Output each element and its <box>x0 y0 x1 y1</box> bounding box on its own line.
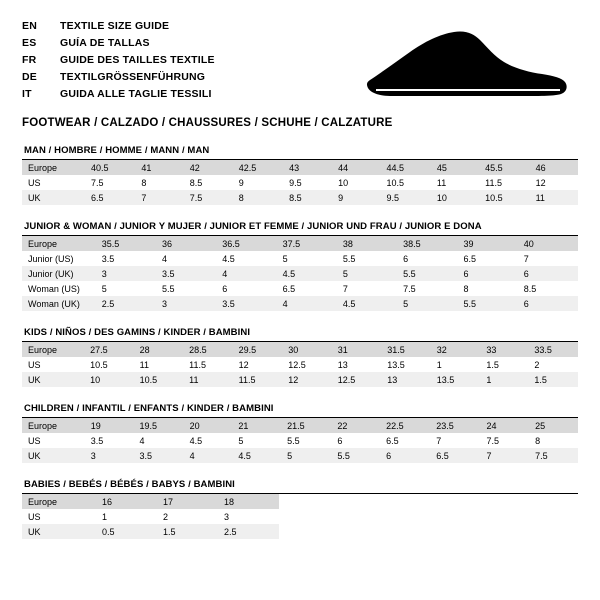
language-row <box>22 86 215 103</box>
table-row <box>22 418 578 433</box>
size-cell: 7.5 <box>91 177 104 188</box>
language-label: GUIDA ALLE TAGLIE TESSILI <box>60 88 212 100</box>
size-cell: 7 <box>486 450 492 461</box>
size-cell: 5.5 <box>162 283 175 294</box>
language-label: GUÍA DE TALLAS <box>60 37 150 49</box>
size-cell: 20 <box>189 420 200 431</box>
size-cell: 42 <box>189 162 200 173</box>
size-cell: 4.5 <box>342 298 356 309</box>
language-row <box>22 69 215 86</box>
size-cell: 6 <box>337 435 343 446</box>
size-tables <box>22 145 578 539</box>
footwear-heading: FOOTWEAR / CALZADO / CHAUSSURES / SCHUHE / CALZATURE <box>22 117 393 129</box>
section-title: MAN / HOMBRE / HOMME / MANN / MAN <box>22 145 578 160</box>
language-row <box>22 35 215 52</box>
size-cell: 6.5 <box>282 283 296 294</box>
size-cell: 1.5 <box>534 374 547 385</box>
size-cell: 7.5 <box>535 450 548 461</box>
size-cell: 13.5 <box>387 359 405 370</box>
size-cell: 3 <box>162 298 168 309</box>
size-cell: 22.5 <box>386 420 404 431</box>
language-row <box>22 18 215 35</box>
size-cell: 1.5 <box>486 359 499 370</box>
size-cell: 6 <box>403 253 409 264</box>
row-label: US <box>28 177 41 188</box>
section-title: BABIES / BEBÉS / BÉBÉS / BABYS / BAMBINI <box>22 479 578 494</box>
size-cell: 5 <box>238 435 244 446</box>
size-cell: 5.5 <box>403 268 416 279</box>
size-cell: 8 <box>238 192 244 203</box>
size-cell: 13 <box>387 374 398 385</box>
row-label: US <box>28 511 41 522</box>
section-title: CHILDREN / INFANTIL / ENFANTS / KINDER / BAMBINI <box>22 403 578 418</box>
row-label: Junior (US) <box>28 253 74 264</box>
size-cell: 29.5 <box>238 344 257 355</box>
size-cell: 8.5 <box>189 177 203 188</box>
size-cell: 30 <box>288 344 299 355</box>
size-cell: 9 <box>338 192 344 203</box>
size-cell: 8 <box>535 435 541 446</box>
table-row <box>22 281 578 296</box>
size-cell: 33.5 <box>534 344 552 355</box>
size-cell: 7 <box>523 253 529 264</box>
size-cell: 40.5 <box>91 162 109 173</box>
size-cell: 11.5 <box>238 374 256 385</box>
size-cell: 3.5 <box>162 268 175 279</box>
language-label: TEXTILGRÖSSENFÜHRUNG <box>60 71 206 83</box>
section-title: JUNIOR & WOMAN / JUNIOR Y MUJER / JUNIOR ET FEMME / JUNIOR UND FRAU / JUNIOR E DONA <box>22 221 578 236</box>
size-cell: 8 <box>463 283 469 294</box>
size-cell: 38.5 <box>403 238 421 249</box>
size-cell: 10 <box>90 374 101 385</box>
size-cell: 4.5 <box>282 268 296 279</box>
size-cell: 4.5 <box>189 435 203 446</box>
table-row <box>22 296 578 311</box>
language-code: ES <box>22 37 37 49</box>
size-cell: 11 <box>189 374 199 385</box>
size-cell: 3.5 <box>101 253 115 264</box>
size-cell: 21 <box>238 420 249 431</box>
size-cell: 21.5 <box>287 420 305 431</box>
size-cell: 6.5 <box>463 253 476 264</box>
size-table <box>22 342 578 387</box>
language-list <box>22 18 215 103</box>
size-cell: 7 <box>436 435 442 446</box>
size-cell: 10 <box>338 177 349 188</box>
table-row <box>22 342 578 357</box>
size-cell: 4 <box>162 253 168 264</box>
size-cell: 37.5 <box>282 238 301 249</box>
row-label: US <box>28 435 41 446</box>
size-cell: 5 <box>342 268 348 279</box>
row-label: Europe <box>28 344 58 355</box>
size-cell: 45 <box>436 162 447 173</box>
size-cell: 6.5 <box>386 435 399 446</box>
row-label: UK <box>28 374 41 385</box>
size-cell: 6 <box>463 268 469 279</box>
row-label: UK <box>28 526 41 537</box>
size-cell: 6.5 <box>91 192 104 203</box>
row-label: US <box>28 359 41 370</box>
size-cell: 9.5 <box>386 192 399 203</box>
row-label: Europe <box>28 420 58 431</box>
size-cell: 12.5 <box>337 374 356 385</box>
language-label: TEXTILE SIZE GUIDE <box>60 20 170 32</box>
size-cell: 32 <box>436 344 447 355</box>
size-cell: 13 <box>337 359 348 370</box>
size-cell: 4 <box>282 298 288 309</box>
size-section <box>22 479 578 539</box>
size-cell: 2.5 <box>101 298 115 309</box>
size-cell: 3.5 <box>222 298 235 309</box>
size-cell: 7.5 <box>486 435 499 446</box>
size-cell: 43 <box>289 162 300 173</box>
size-cell: 9 <box>238 177 244 188</box>
table-row <box>22 433 578 448</box>
size-cell: 4 <box>222 268 228 279</box>
table-row <box>22 494 279 509</box>
size-cell: 39 <box>463 238 474 249</box>
table-row <box>22 266 578 281</box>
section-title: KIDS / NIÑOS / DES GAMINS / KINDER / BAMBINI <box>22 327 578 342</box>
size-cell: 46 <box>535 162 546 173</box>
size-cell: 12 <box>238 359 249 370</box>
table-row <box>22 524 279 539</box>
size-cell: 4.5 <box>238 450 251 461</box>
size-cell: 1 <box>486 374 492 385</box>
size-cell: 5 <box>287 450 293 461</box>
size-table <box>22 160 578 205</box>
size-cell: 2.5 <box>224 526 237 537</box>
table-row <box>22 160 578 175</box>
size-cell: 6 <box>523 298 529 309</box>
size-cell: 31 <box>337 344 348 355</box>
size-cell: 11 <box>535 192 545 203</box>
language-row <box>22 52 215 69</box>
size-cell: 0.5 <box>102 526 115 537</box>
size-cell: 5.5 <box>287 435 300 446</box>
size-cell: 18 <box>224 496 235 507</box>
size-cell: 1 <box>102 511 108 522</box>
row-label: Europe <box>28 238 58 249</box>
size-cell: 5.5 <box>337 450 350 461</box>
size-cell: 7 <box>342 283 348 294</box>
language-code: IT <box>22 88 32 100</box>
row-label: Woman (US) <box>28 283 80 294</box>
size-cell: 12.5 <box>288 359 306 370</box>
table-row <box>22 448 578 463</box>
table-row <box>22 372 578 387</box>
size-cell: 10.5 <box>139 374 158 385</box>
size-cell: 31.5 <box>387 344 405 355</box>
size-cell: 1 <box>436 359 442 370</box>
row-label: UK <box>28 192 41 203</box>
size-cell: 9.5 <box>289 177 302 188</box>
size-cell: 33 <box>486 344 497 355</box>
size-cell: 3 <box>224 511 230 522</box>
size-cell: 40 <box>523 238 534 249</box>
size-cell: 7.5 <box>403 283 416 294</box>
table-row <box>22 357 578 372</box>
row-label: Europe <box>28 496 58 507</box>
size-cell: 41 <box>141 162 152 173</box>
page-header <box>22 18 578 103</box>
language-label: GUIDE DES TAILLES TEXTILE <box>60 54 215 66</box>
size-cell: 11.5 <box>485 177 503 188</box>
table-row <box>22 509 279 524</box>
size-cell: 27.5 <box>90 344 108 355</box>
size-cell: 28 <box>139 344 150 355</box>
size-cell: 5 <box>282 253 288 264</box>
size-cell: 1.5 <box>163 526 176 537</box>
size-cell: 3.5 <box>139 450 152 461</box>
size-cell: 3 <box>90 450 96 461</box>
row-label: UK <box>28 450 41 461</box>
size-cell: 5 <box>101 283 107 294</box>
size-cell: 13.5 <box>436 374 455 385</box>
row-label: Woman (UK) <box>28 298 80 309</box>
size-cell: 6 <box>222 283 228 294</box>
size-section <box>22 327 578 387</box>
size-cell: 3 <box>101 268 107 279</box>
size-cell: 7.5 <box>189 192 203 203</box>
size-cell: 4 <box>189 450 195 461</box>
size-cell: 5.5 <box>463 298 476 309</box>
size-cell: 6.5 <box>436 450 449 461</box>
size-cell: 23.5 <box>436 420 454 431</box>
size-cell: 6 <box>523 268 529 279</box>
size-cell: 4.5 <box>222 253 235 264</box>
table-row <box>22 175 578 190</box>
size-cell: 25 <box>535 420 546 431</box>
size-cell: 5.5 <box>342 253 356 264</box>
size-cell: 8.5 <box>289 192 302 203</box>
language-code: DE <box>22 71 37 83</box>
size-section <box>22 145 578 205</box>
size-cell: 36 <box>162 238 173 249</box>
language-code: EN <box>22 20 37 32</box>
size-cell: 5 <box>403 298 409 309</box>
table-row <box>22 236 578 251</box>
size-cell: 2 <box>534 359 540 370</box>
size-cell: 44 <box>338 162 349 173</box>
row-label: Junior (UK) <box>28 268 74 279</box>
row-label: Europe <box>28 162 58 173</box>
size-cell: 45.5 <box>485 162 503 173</box>
size-cell: 24 <box>486 420 497 431</box>
size-table <box>22 236 578 311</box>
size-cell: 11 <box>436 177 447 188</box>
language-code: FR <box>22 54 37 66</box>
size-cell: 11.5 <box>189 359 206 370</box>
size-cell: 3.5 <box>90 435 104 446</box>
size-table <box>22 494 279 539</box>
size-cell: 6 <box>386 450 392 461</box>
size-cell: 19 <box>90 420 101 431</box>
size-cell: 11 <box>139 359 149 370</box>
size-cell: 35.5 <box>101 238 120 249</box>
size-cell: 7 <box>141 192 147 203</box>
size-cell: 36.5 <box>222 238 240 249</box>
size-cell: 10.5 <box>90 359 108 370</box>
dress-shoe-icon <box>362 22 572 102</box>
size-cell: 44.5 <box>386 162 404 173</box>
size-cell: 8 <box>141 177 147 188</box>
size-table <box>22 418 578 463</box>
size-cell: 10.5 <box>386 177 404 188</box>
table-row <box>22 190 578 205</box>
size-cell: 28.5 <box>189 344 207 355</box>
size-cell: 12 <box>288 374 299 385</box>
size-cell: 16 <box>102 496 113 507</box>
size-cell: 2 <box>163 511 169 522</box>
size-cell: 10 <box>436 192 447 203</box>
size-cell: 4 <box>139 435 145 446</box>
size-cell: 12 <box>535 177 546 188</box>
size-cell: 10.5 <box>485 192 503 203</box>
size-cell: 22 <box>337 420 348 431</box>
size-cell: 19.5 <box>139 420 158 431</box>
size-section <box>22 221 578 311</box>
table-row <box>22 251 578 266</box>
size-section <box>22 403 578 463</box>
size-cell: 8.5 <box>523 283 537 294</box>
size-cell: 42.5 <box>238 162 257 173</box>
size-cell: 17 <box>163 496 174 507</box>
size-cell: 38 <box>342 238 353 249</box>
